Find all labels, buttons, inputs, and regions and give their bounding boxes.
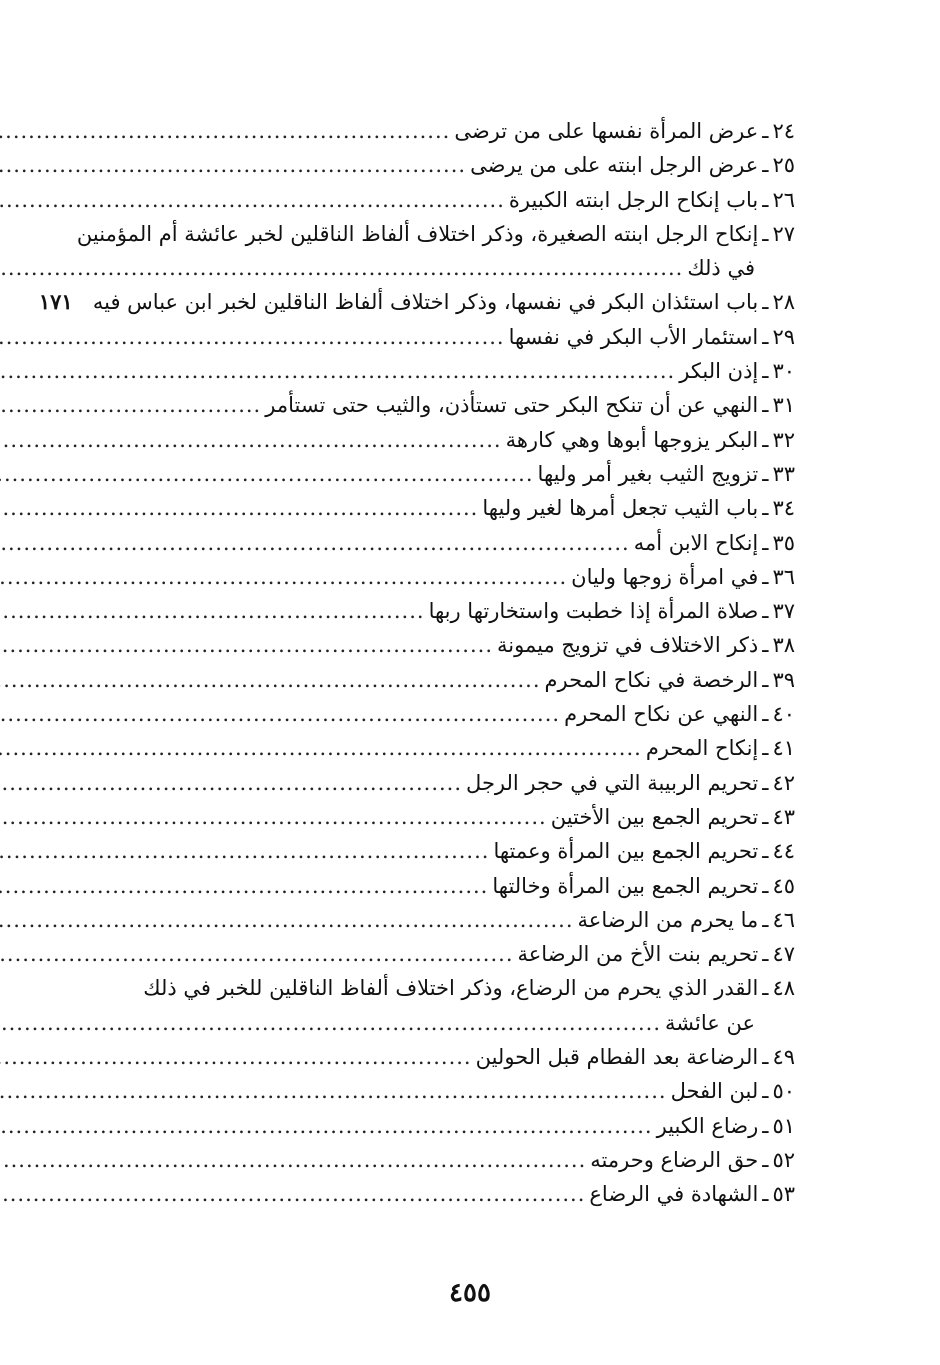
dot-leader	[0, 114, 450, 148]
dot-leader	[0, 354, 675, 388]
entry-number: ٤٦	[772, 907, 795, 932]
entry-title: الرضاعة بعد الفطام قبل الحولين	[475, 1045, 759, 1070]
entry-dash: ـ	[762, 599, 769, 624]
entry-dash: ـ	[762, 770, 769, 795]
dot-leader	[0, 594, 425, 628]
entry-dash: ـ	[762, 1147, 769, 1172]
entry-dash: ـ	[762, 702, 769, 727]
entry-number: ٢٩	[772, 324, 795, 349]
toc-entry	[142, 320, 795, 354]
toc-entry	[142, 1040, 795, 1074]
dot-leader	[0, 491, 478, 525]
dot-leader	[0, 697, 560, 731]
toc-entry-continuation	[142, 1006, 795, 1040]
entry-dash: ـ	[762, 153, 769, 178]
entry-dash: ـ	[762, 187, 769, 212]
entry-title: عرض المرأة نفسها على من ترضى	[454, 119, 759, 143]
entry-title: تحريم الجمع بين المرأة وعمتها	[493, 839, 759, 864]
entry-dash: ـ	[762, 1113, 769, 1138]
toc-entry	[142, 114, 795, 148]
entry-dash: ـ	[762, 359, 769, 384]
entry-title: البكر يزوجها أبوها وهي كارهة	[505, 427, 759, 452]
entry-title: إذن البكر	[679, 359, 759, 384]
dot-leader	[0, 320, 505, 354]
entry-number: ٢٧	[772, 221, 795, 246]
dot-leader	[0, 1143, 586, 1177]
toc-entry	[142, 1109, 795, 1143]
toc-entry	[142, 937, 795, 971]
toc-entry	[142, 800, 795, 834]
entry-number: ٣٧	[772, 599, 795, 624]
entry-dash: ـ	[762, 667, 769, 692]
entry-number: ٤٤	[772, 839, 795, 864]
toc-entry	[142, 148, 795, 182]
entry-number: ٣٦	[772, 564, 795, 589]
entry-number: ٤٩	[772, 1045, 795, 1070]
entry-dash: ـ	[762, 427, 769, 452]
toc-entry	[142, 1143, 795, 1177]
entry-dash: ـ	[762, 873, 769, 898]
dot-leader	[0, 628, 493, 662]
entry-title: لبن الفحل	[670, 1079, 759, 1104]
entry-number: ٤٧	[772, 942, 795, 967]
dot-leader	[0, 1177, 585, 1211]
dot-leader	[0, 1040, 472, 1074]
entry-dash: ـ	[762, 290, 769, 315]
entry-number: ٥٢	[772, 1147, 795, 1172]
entry-number: ٤٢	[772, 770, 795, 795]
toc-entry	[142, 628, 795, 662]
toc-entry	[142, 594, 795, 628]
toc-entry	[142, 457, 795, 491]
entry-title: ذكر الاختلاف في تزويج ميمونة	[497, 633, 759, 658]
entry-dash: ـ	[762, 393, 769, 418]
entry-title: في امرأة زوجها وليان	[571, 564, 759, 589]
toc-entry	[142, 971, 795, 1005]
entry-title-continuation: في ذلك	[687, 256, 755, 281]
dot-leader	[0, 731, 642, 765]
toc-entry	[142, 423, 795, 457]
entry-dash: ـ	[762, 1182, 769, 1207]
entry-title: القدر الذي يحرم من الرضاع، وذكر اختلاف ألفاظ الناقلين للخبر في ذلك	[143, 976, 759, 1001]
dot-leader	[0, 526, 630, 560]
toc-entry	[142, 1177, 795, 1211]
entry-number: ٣٤	[772, 496, 795, 521]
dot-leader	[0, 560, 567, 594]
entry-dash: ـ	[762, 907, 769, 932]
toc-entry	[142, 560, 795, 594]
dot-leader	[0, 766, 462, 800]
entry-title: تزويج الثيب بغير أمر وليها	[537, 461, 759, 486]
entry-title: إنكاح المحرم	[645, 736, 759, 761]
toc-entry	[142, 388, 795, 422]
entry-dash: ـ	[762, 633, 769, 658]
entry-title: إنكاح الرجل ابنته الصغيرة، وذكر اختلاف ألفاظ الناقلين لخبر عائشة أم المؤمنين	[76, 221, 759, 246]
entry-number: ٤٠	[772, 702, 795, 727]
dot-leader	[0, 800, 547, 834]
entry-dash: ـ	[762, 976, 769, 1001]
dot-leader	[0, 1074, 667, 1108]
entry-title: تحريم الربيبة التي في حجر الرجل	[466, 770, 759, 795]
toc-entry-continuation	[142, 251, 795, 285]
toc-entry	[142, 766, 795, 800]
entry-number: ٢٤	[772, 119, 795, 143]
entry-title: ما يحرم من الرضاعة	[577, 907, 759, 932]
entry-title: صلاة المرأة إذا خطبت واستخارتها ربها	[428, 599, 759, 624]
entry-title: باب إنكاح الرجل ابنته الكبيرة	[508, 187, 759, 212]
entry-title: رضاع الكبير	[656, 1113, 759, 1138]
entry-number: ٥٠	[772, 1079, 795, 1104]
dot-leader	[0, 457, 534, 491]
entry-title-continuation: عن عائشة	[665, 1010, 755, 1035]
entry-number: ٢٥	[772, 153, 795, 178]
dot-leader	[0, 663, 541, 697]
toc-entry	[142, 354, 795, 388]
entry-title: تحريم بنت الأخ من الرضاعة	[517, 942, 759, 967]
entry-title: إنكاح الابن أمه	[633, 530, 759, 555]
toc-entry	[142, 183, 795, 217]
entry-page: ١٧١	[38, 289, 73, 315]
entry-title: الرخصة في نكاح المحرم	[544, 667, 759, 692]
entry-dash: ـ	[762, 736, 769, 761]
entry-title: استئمار الأب البكر في نفسها	[508, 324, 759, 349]
dot-leader	[0, 388, 261, 422]
entry-number: ٤٣	[772, 804, 795, 829]
dot-leader	[0, 423, 502, 457]
entry-number: ٢٨	[772, 290, 795, 315]
entry-number: ٣٣	[772, 461, 795, 486]
dot-leader	[0, 834, 489, 868]
entry-dash: ـ	[762, 496, 769, 521]
entry-title: الشهادة في الرضاع	[589, 1182, 759, 1207]
entry-dash: ـ	[762, 839, 769, 864]
entry-number: ٣٥	[772, 530, 795, 555]
dot-leader	[0, 183, 505, 217]
entry-title: باب الثيب تجعل أمرها لغير وليها	[482, 496, 759, 521]
entry-title: تحريم الجمع بين الأختين	[550, 804, 759, 829]
dot-leader	[0, 251, 683, 285]
entry-dash: ـ	[762, 942, 769, 967]
toc-entry	[142, 697, 795, 731]
entry-number: ٥١	[772, 1113, 795, 1138]
dot-leader	[0, 903, 574, 937]
dot-leader	[0, 869, 488, 903]
entry-dash: ـ	[762, 1045, 769, 1070]
toc-entry	[142, 731, 795, 765]
toc-entry	[38, 285, 795, 319]
toc-entry	[142, 491, 795, 525]
entry-title: حق الرضاع وحرمته	[590, 1147, 759, 1172]
dot-leader	[0, 937, 514, 971]
dot-leader	[0, 148, 466, 182]
entry-title: تحريم الجمع بين المرأة وخالتها	[492, 873, 759, 898]
entry-title: باب استئذان البكر في نفسها، وذكر اختلاف ألفاظ الناقلين لخبر ابن عباس فيه	[92, 290, 759, 315]
entry-number: ٣٨	[772, 633, 795, 658]
dot-leader	[0, 1006, 661, 1040]
entry-dash: ـ	[762, 324, 769, 349]
entry-title: عرض الرجل ابنته على من يرضى	[470, 153, 759, 178]
table-of-contents	[38, 114, 795, 1212]
entry-number: ٣٢	[772, 427, 795, 452]
entry-dash: ـ	[762, 221, 769, 246]
entry-dash: ـ	[762, 804, 769, 829]
entry-title: النهي عن نكاح المحرم	[564, 702, 759, 727]
entry-dash: ـ	[762, 119, 769, 143]
entry-number: ٣٠	[772, 359, 795, 384]
page-number: ٤٥٥	[449, 1278, 491, 1308]
entry-number: ٤٥	[772, 873, 795, 898]
toc-entry	[142, 869, 795, 903]
toc-entry	[76, 217, 795, 251]
entry-number: ٤١	[772, 736, 795, 761]
entry-number: ٣٩	[772, 667, 795, 692]
entry-title: النهي عن أن تنكح البكر حتى تستأذن، والثيب حتى تستأمر	[265, 393, 759, 418]
entry-number: ٢٦	[772, 187, 795, 212]
toc-entry	[142, 834, 795, 868]
entry-dash: ـ	[762, 461, 769, 486]
entry-number: ٣١	[772, 393, 795, 418]
entry-number: ٥٣	[772, 1182, 795, 1207]
toc-entry	[142, 663, 795, 697]
toc-entry	[142, 1074, 795, 1108]
entry-number: ٤٨	[772, 976, 795, 1001]
entry-dash: ـ	[762, 530, 769, 555]
toc-entry	[142, 903, 795, 937]
toc-entry	[142, 526, 795, 560]
entry-dash: ـ	[762, 1079, 769, 1104]
entry-dash: ـ	[762, 564, 769, 589]
dot-leader	[0, 1109, 653, 1143]
